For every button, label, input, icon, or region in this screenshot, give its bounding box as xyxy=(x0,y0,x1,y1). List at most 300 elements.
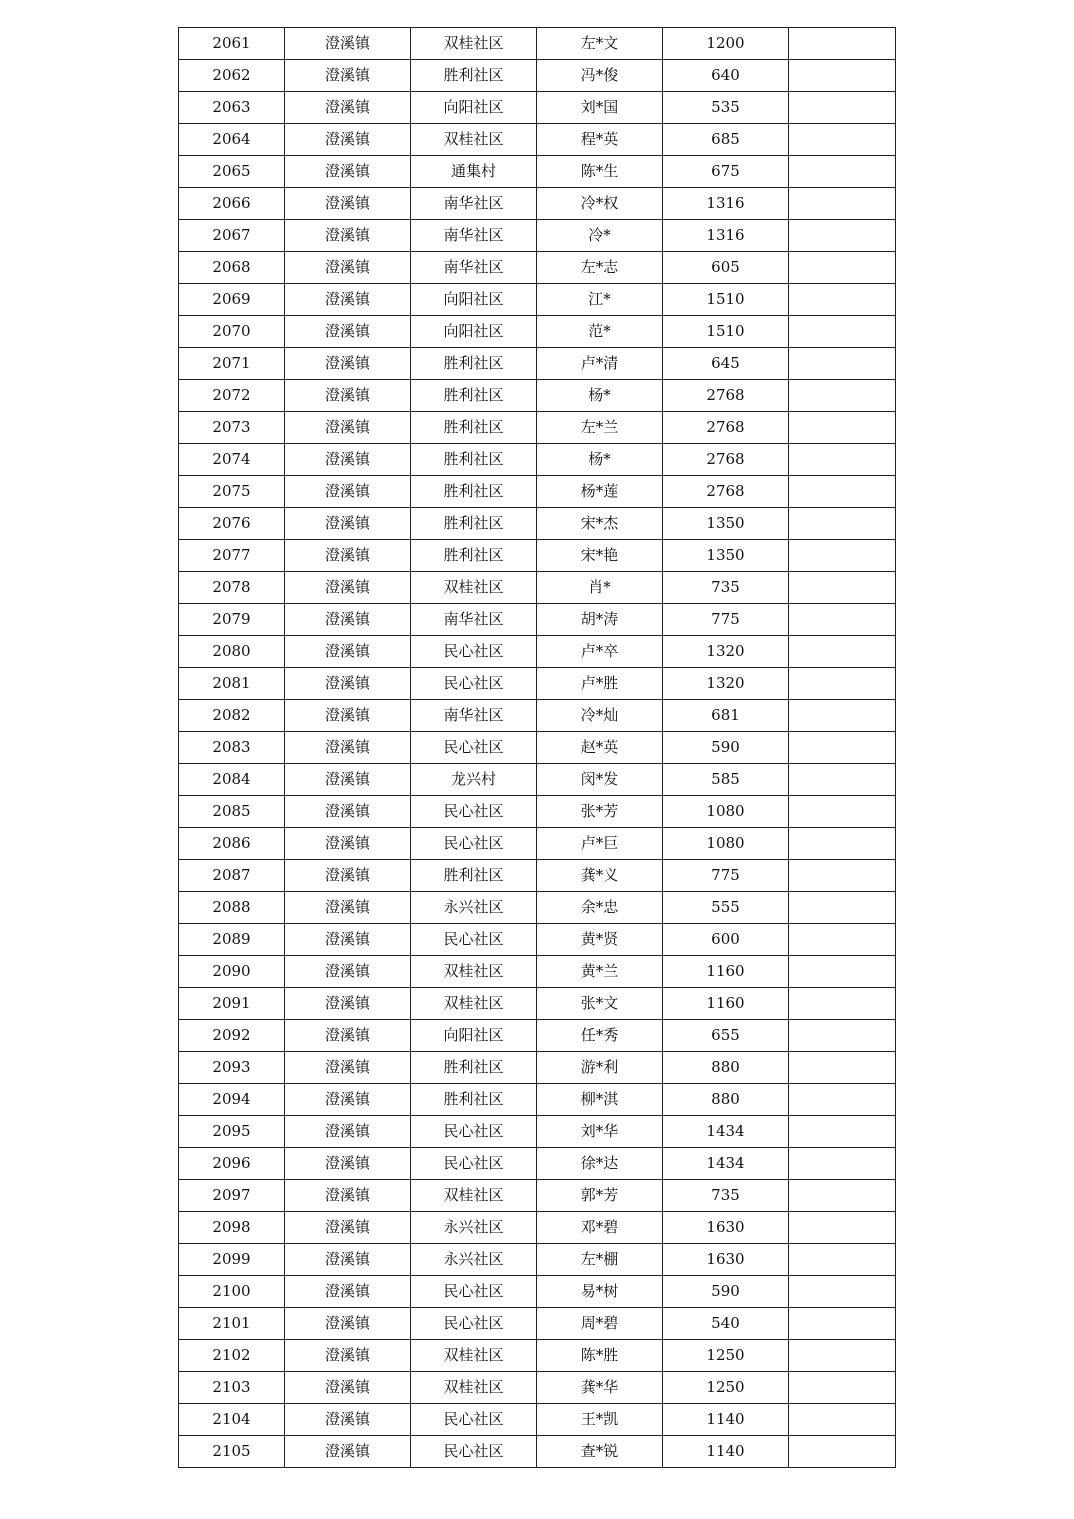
community-cell: 胜利社区 xyxy=(411,540,537,572)
town-cell: 澄溪镇 xyxy=(285,700,411,732)
amount-cell: 1320 xyxy=(663,636,789,668)
table-row xyxy=(179,380,896,412)
note-cell xyxy=(789,604,896,636)
amount-cell: 2768 xyxy=(663,380,789,412)
serial-number-cell: 2088 xyxy=(179,892,285,924)
amount-cell: 585 xyxy=(663,764,789,796)
note-cell xyxy=(789,220,896,252)
serial-number-cell: 2064 xyxy=(179,124,285,156)
note-cell xyxy=(789,828,896,860)
community-cell: 双桂社区 xyxy=(411,988,537,1020)
community-cell: 向阳社区 xyxy=(411,92,537,124)
community-cell: 双桂社区 xyxy=(411,124,537,156)
serial-number-cell: 2061 xyxy=(179,28,285,60)
town-cell: 澄溪镇 xyxy=(285,1276,411,1308)
community-cell: 胜利社区 xyxy=(411,60,537,92)
amount-cell: 880 xyxy=(663,1084,789,1116)
amount-cell: 1630 xyxy=(663,1212,789,1244)
name-cell: 卢*巨 xyxy=(537,828,663,860)
serial-number-cell: 2086 xyxy=(179,828,285,860)
note-cell xyxy=(789,572,896,604)
community-cell: 双桂社区 xyxy=(411,28,537,60)
note-cell xyxy=(789,156,896,188)
name-cell: 柳*淇 xyxy=(537,1084,663,1116)
amount-cell: 735 xyxy=(663,1180,789,1212)
note-cell xyxy=(789,508,896,540)
amount-cell: 535 xyxy=(663,92,789,124)
table-row xyxy=(179,1308,896,1340)
name-cell: 龚*华 xyxy=(537,1372,663,1404)
serial-number-cell: 2091 xyxy=(179,988,285,1020)
name-cell: 张*文 xyxy=(537,988,663,1020)
amount-cell: 590 xyxy=(663,732,789,764)
town-cell: 澄溪镇 xyxy=(285,444,411,476)
community-cell: 民心社区 xyxy=(411,796,537,828)
amount-cell: 555 xyxy=(663,892,789,924)
name-cell: 杨* xyxy=(537,444,663,476)
amount-cell: 675 xyxy=(663,156,789,188)
name-cell: 程*英 xyxy=(537,124,663,156)
table-row xyxy=(179,1212,896,1244)
table-row xyxy=(179,572,896,604)
amount-cell: 1250 xyxy=(663,1340,789,1372)
serial-number-cell: 2071 xyxy=(179,348,285,380)
community-cell: 双桂社区 xyxy=(411,1340,537,1372)
community-cell: 民心社区 xyxy=(411,924,537,956)
note-cell xyxy=(789,956,896,988)
note-cell xyxy=(789,124,896,156)
town-cell: 澄溪镇 xyxy=(285,1308,411,1340)
town-cell: 澄溪镇 xyxy=(285,156,411,188)
town-cell: 澄溪镇 xyxy=(285,924,411,956)
town-cell: 澄溪镇 xyxy=(285,988,411,1020)
name-cell: 徐*达 xyxy=(537,1148,663,1180)
amount-cell: 1630 xyxy=(663,1244,789,1276)
amount-cell: 1160 xyxy=(663,988,789,1020)
town-cell: 澄溪镇 xyxy=(285,1372,411,1404)
town-cell: 澄溪镇 xyxy=(285,636,411,668)
table-row xyxy=(179,828,896,860)
community-cell: 龙兴村 xyxy=(411,764,537,796)
community-cell: 双桂社区 xyxy=(411,1180,537,1212)
serial-number-cell: 2082 xyxy=(179,700,285,732)
name-cell: 邓*碧 xyxy=(537,1212,663,1244)
town-cell: 澄溪镇 xyxy=(285,796,411,828)
serial-number-cell: 2105 xyxy=(179,1436,285,1468)
table-row xyxy=(179,444,896,476)
community-cell: 民心社区 xyxy=(411,668,537,700)
amount-cell: 1080 xyxy=(663,828,789,860)
community-cell: 永兴社区 xyxy=(411,1212,537,1244)
name-cell: 刘*华 xyxy=(537,1116,663,1148)
community-cell: 南华社区 xyxy=(411,604,537,636)
town-cell: 澄溪镇 xyxy=(285,1084,411,1116)
serial-number-cell: 2096 xyxy=(179,1148,285,1180)
amount-cell: 681 xyxy=(663,700,789,732)
community-cell: 胜利社区 xyxy=(411,412,537,444)
amount-cell: 1510 xyxy=(663,284,789,316)
name-cell: 闵*发 xyxy=(537,764,663,796)
serial-number-cell: 2093 xyxy=(179,1052,285,1084)
table-row xyxy=(179,1180,896,1212)
town-cell: 澄溪镇 xyxy=(285,1212,411,1244)
table-row xyxy=(179,604,896,636)
table-row xyxy=(179,1372,896,1404)
name-cell: 任*秀 xyxy=(537,1020,663,1052)
note-cell xyxy=(789,92,896,124)
table-row xyxy=(179,636,896,668)
note-cell xyxy=(789,924,896,956)
community-cell: 胜利社区 xyxy=(411,860,537,892)
note-cell xyxy=(789,1148,896,1180)
community-cell: 民心社区 xyxy=(411,636,537,668)
note-cell xyxy=(789,1276,896,1308)
town-cell: 澄溪镇 xyxy=(285,92,411,124)
name-cell: 龚*义 xyxy=(537,860,663,892)
table-row xyxy=(179,860,896,892)
serial-number-cell: 2080 xyxy=(179,636,285,668)
note-cell xyxy=(789,1052,896,1084)
town-cell: 澄溪镇 xyxy=(285,412,411,444)
community-cell: 民心社区 xyxy=(411,1116,537,1148)
community-cell: 胜利社区 xyxy=(411,1084,537,1116)
note-cell xyxy=(789,444,896,476)
amount-cell: 2768 xyxy=(663,412,789,444)
records-table-body xyxy=(179,28,896,1468)
amount-cell: 590 xyxy=(663,1276,789,1308)
note-cell xyxy=(789,316,896,348)
community-cell: 胜利社区 xyxy=(411,444,537,476)
table-row xyxy=(179,92,896,124)
community-cell: 向阳社区 xyxy=(411,1020,537,1052)
town-cell: 澄溪镇 xyxy=(285,1436,411,1468)
table-row xyxy=(179,284,896,316)
name-cell: 易*树 xyxy=(537,1276,663,1308)
note-cell xyxy=(789,348,896,380)
note-cell xyxy=(789,28,896,60)
note-cell xyxy=(789,1244,896,1276)
table-row xyxy=(179,1148,896,1180)
name-cell: 左*兰 xyxy=(537,412,663,444)
table-row xyxy=(179,412,896,444)
note-cell xyxy=(789,1020,896,1052)
town-cell: 澄溪镇 xyxy=(285,220,411,252)
town-cell: 澄溪镇 xyxy=(285,380,411,412)
name-cell: 杨*莲 xyxy=(537,476,663,508)
table-row xyxy=(179,1436,896,1468)
note-cell xyxy=(789,636,896,668)
serial-number-cell: 2079 xyxy=(179,604,285,636)
serial-number-cell: 2097 xyxy=(179,1180,285,1212)
name-cell: 宋*杰 xyxy=(537,508,663,540)
table-row xyxy=(179,348,896,380)
table-row xyxy=(179,1052,896,1084)
amount-cell: 645 xyxy=(663,348,789,380)
note-cell xyxy=(789,668,896,700)
amount-cell: 655 xyxy=(663,1020,789,1052)
town-cell: 澄溪镇 xyxy=(285,252,411,284)
note-cell xyxy=(789,188,896,220)
serial-number-cell: 2085 xyxy=(179,796,285,828)
note-cell xyxy=(789,60,896,92)
serial-number-cell: 2094 xyxy=(179,1084,285,1116)
note-cell xyxy=(789,764,896,796)
community-cell: 南华社区 xyxy=(411,700,537,732)
amount-cell: 605 xyxy=(663,252,789,284)
table-row xyxy=(179,892,896,924)
town-cell: 澄溪镇 xyxy=(285,476,411,508)
name-cell: 杨* xyxy=(537,380,663,412)
table-row xyxy=(179,60,896,92)
name-cell: 左*文 xyxy=(537,28,663,60)
table-row xyxy=(179,956,896,988)
town-cell: 澄溪镇 xyxy=(285,28,411,60)
name-cell: 余*忠 xyxy=(537,892,663,924)
town-cell: 澄溪镇 xyxy=(285,732,411,764)
amount-cell: 1320 xyxy=(663,668,789,700)
table-row xyxy=(179,1276,896,1308)
serial-number-cell: 2065 xyxy=(179,156,285,188)
town-cell: 澄溪镇 xyxy=(285,124,411,156)
amount-cell: 775 xyxy=(663,860,789,892)
town-cell: 澄溪镇 xyxy=(285,604,411,636)
amount-cell: 880 xyxy=(663,1052,789,1084)
name-cell: 左*志 xyxy=(537,252,663,284)
community-cell: 向阳社区 xyxy=(411,316,537,348)
town-cell: 澄溪镇 xyxy=(285,1116,411,1148)
name-cell: 陈*生 xyxy=(537,156,663,188)
serial-number-cell: 2068 xyxy=(179,252,285,284)
note-cell xyxy=(789,732,896,764)
serial-number-cell: 2067 xyxy=(179,220,285,252)
town-cell: 澄溪镇 xyxy=(285,540,411,572)
note-cell xyxy=(789,1308,896,1340)
name-cell: 范* xyxy=(537,316,663,348)
table-row xyxy=(179,732,896,764)
serial-number-cell: 2083 xyxy=(179,732,285,764)
amount-cell: 2768 xyxy=(663,444,789,476)
community-cell: 双桂社区 xyxy=(411,572,537,604)
table-row xyxy=(179,476,896,508)
table-row xyxy=(179,1244,896,1276)
name-cell: 张*芳 xyxy=(537,796,663,828)
serial-number-cell: 2095 xyxy=(179,1116,285,1148)
name-cell: 冯*俊 xyxy=(537,60,663,92)
name-cell: 胡*涛 xyxy=(537,604,663,636)
community-cell: 民心社区 xyxy=(411,1148,537,1180)
amount-cell: 1160 xyxy=(663,956,789,988)
community-cell: 胜利社区 xyxy=(411,476,537,508)
community-cell: 双桂社区 xyxy=(411,1372,537,1404)
table-row xyxy=(179,1020,896,1052)
note-cell xyxy=(789,1116,896,1148)
serial-number-cell: 2101 xyxy=(179,1308,285,1340)
table-row xyxy=(179,1404,896,1436)
serial-number-cell: 2087 xyxy=(179,860,285,892)
serial-number-cell: 2063 xyxy=(179,92,285,124)
community-cell: 南华社区 xyxy=(411,252,537,284)
community-cell: 永兴社区 xyxy=(411,892,537,924)
town-cell: 澄溪镇 xyxy=(285,508,411,540)
name-cell: 郭*芳 xyxy=(537,1180,663,1212)
serial-number-cell: 2066 xyxy=(179,188,285,220)
note-cell xyxy=(789,380,896,412)
serial-number-cell: 2104 xyxy=(179,1404,285,1436)
town-cell: 澄溪镇 xyxy=(285,956,411,988)
amount-cell: 1316 xyxy=(663,220,789,252)
amount-cell: 685 xyxy=(663,124,789,156)
serial-number-cell: 2073 xyxy=(179,412,285,444)
town-cell: 澄溪镇 xyxy=(285,892,411,924)
serial-number-cell: 2070 xyxy=(179,316,285,348)
name-cell: 黄*兰 xyxy=(537,956,663,988)
note-cell xyxy=(789,1084,896,1116)
table-row xyxy=(179,188,896,220)
town-cell: 澄溪镇 xyxy=(285,188,411,220)
amount-cell: 540 xyxy=(663,1308,789,1340)
serial-number-cell: 2102 xyxy=(179,1340,285,1372)
amount-cell: 775 xyxy=(663,604,789,636)
serial-number-cell: 2092 xyxy=(179,1020,285,1052)
name-cell: 卢*清 xyxy=(537,348,663,380)
serial-number-cell: 2077 xyxy=(179,540,285,572)
serial-number-cell: 2062 xyxy=(179,60,285,92)
note-cell xyxy=(789,1212,896,1244)
name-cell: 黄*贤 xyxy=(537,924,663,956)
serial-number-cell: 2078 xyxy=(179,572,285,604)
serial-number-cell: 2074 xyxy=(179,444,285,476)
amount-cell: 1434 xyxy=(663,1148,789,1180)
community-cell: 胜利社区 xyxy=(411,1052,537,1084)
community-cell: 民心社区 xyxy=(411,1276,537,1308)
table-row xyxy=(179,700,896,732)
table-row xyxy=(179,540,896,572)
name-cell: 冷*权 xyxy=(537,188,663,220)
name-cell: 冷* xyxy=(537,220,663,252)
table-row xyxy=(179,28,896,60)
name-cell: 游*利 xyxy=(537,1052,663,1084)
community-cell: 向阳社区 xyxy=(411,284,537,316)
community-cell: 永兴社区 xyxy=(411,1244,537,1276)
amount-cell: 600 xyxy=(663,924,789,956)
community-cell: 通集村 xyxy=(411,156,537,188)
amount-cell: 735 xyxy=(663,572,789,604)
amount-cell: 1510 xyxy=(663,316,789,348)
town-cell: 澄溪镇 xyxy=(285,764,411,796)
note-cell xyxy=(789,988,896,1020)
community-cell: 南华社区 xyxy=(411,188,537,220)
town-cell: 澄溪镇 xyxy=(285,348,411,380)
name-cell: 卢*胜 xyxy=(537,668,663,700)
table-row xyxy=(179,1084,896,1116)
amount-cell: 1350 xyxy=(663,508,789,540)
note-cell xyxy=(789,252,896,284)
town-cell: 澄溪镇 xyxy=(285,284,411,316)
note-cell xyxy=(789,412,896,444)
serial-number-cell: 2081 xyxy=(179,668,285,700)
amount-cell: 1200 xyxy=(663,28,789,60)
town-cell: 澄溪镇 xyxy=(285,1340,411,1372)
town-cell: 澄溪镇 xyxy=(285,860,411,892)
town-cell: 澄溪镇 xyxy=(285,668,411,700)
serial-number-cell: 2090 xyxy=(179,956,285,988)
community-cell: 胜利社区 xyxy=(411,348,537,380)
town-cell: 澄溪镇 xyxy=(285,572,411,604)
serial-number-cell: 2099 xyxy=(179,1244,285,1276)
serial-number-cell: 2075 xyxy=(179,476,285,508)
table-row xyxy=(179,668,896,700)
name-cell: 刘*国 xyxy=(537,92,663,124)
note-cell xyxy=(789,1404,896,1436)
amount-cell: 1140 xyxy=(663,1404,789,1436)
amount-cell: 1140 xyxy=(663,1436,789,1468)
community-cell: 民心社区 xyxy=(411,732,537,764)
note-cell xyxy=(789,284,896,316)
name-cell: 查*锐 xyxy=(537,1436,663,1468)
name-cell: 冷*灿 xyxy=(537,700,663,732)
table-row xyxy=(179,988,896,1020)
note-cell xyxy=(789,1340,896,1372)
community-cell: 民心社区 xyxy=(411,1308,537,1340)
amount-cell: 1080 xyxy=(663,796,789,828)
amount-cell: 1434 xyxy=(663,1116,789,1148)
amount-cell: 2768 xyxy=(663,476,789,508)
serial-number-cell: 2089 xyxy=(179,924,285,956)
table-row xyxy=(179,124,896,156)
town-cell: 澄溪镇 xyxy=(285,1148,411,1180)
note-cell xyxy=(789,860,896,892)
name-cell: 宋*艳 xyxy=(537,540,663,572)
community-cell: 民心社区 xyxy=(411,1436,537,1468)
note-cell xyxy=(789,540,896,572)
amount-cell: 640 xyxy=(663,60,789,92)
town-cell: 澄溪镇 xyxy=(285,1244,411,1276)
town-cell: 澄溪镇 xyxy=(285,1404,411,1436)
note-cell xyxy=(789,1436,896,1468)
town-cell: 澄溪镇 xyxy=(285,1180,411,1212)
name-cell: 陈*胜 xyxy=(537,1340,663,1372)
serial-number-cell: 2076 xyxy=(179,508,285,540)
table-row xyxy=(179,252,896,284)
amount-cell: 1250 xyxy=(663,1372,789,1404)
name-cell: 江* xyxy=(537,284,663,316)
table-row xyxy=(179,764,896,796)
table-row xyxy=(179,796,896,828)
serial-number-cell: 2072 xyxy=(179,380,285,412)
table-row xyxy=(179,220,896,252)
town-cell: 澄溪镇 xyxy=(285,1052,411,1084)
note-cell xyxy=(789,1372,896,1404)
community-cell: 胜利社区 xyxy=(411,508,537,540)
records-table xyxy=(178,27,896,1468)
table-row xyxy=(179,1116,896,1148)
name-cell: 周*碧 xyxy=(537,1308,663,1340)
community-cell: 南华社区 xyxy=(411,220,537,252)
serial-number-cell: 2098 xyxy=(179,1212,285,1244)
name-cell: 肖* xyxy=(537,572,663,604)
table-row xyxy=(179,924,896,956)
note-cell xyxy=(789,476,896,508)
note-cell xyxy=(789,700,896,732)
name-cell: 左*棚 xyxy=(537,1244,663,1276)
name-cell: 卢*卒 xyxy=(537,636,663,668)
table-row xyxy=(179,1340,896,1372)
town-cell: 澄溪镇 xyxy=(285,828,411,860)
serial-number-cell: 2084 xyxy=(179,764,285,796)
note-cell xyxy=(789,796,896,828)
community-cell: 双桂社区 xyxy=(411,956,537,988)
community-cell: 民心社区 xyxy=(411,1404,537,1436)
